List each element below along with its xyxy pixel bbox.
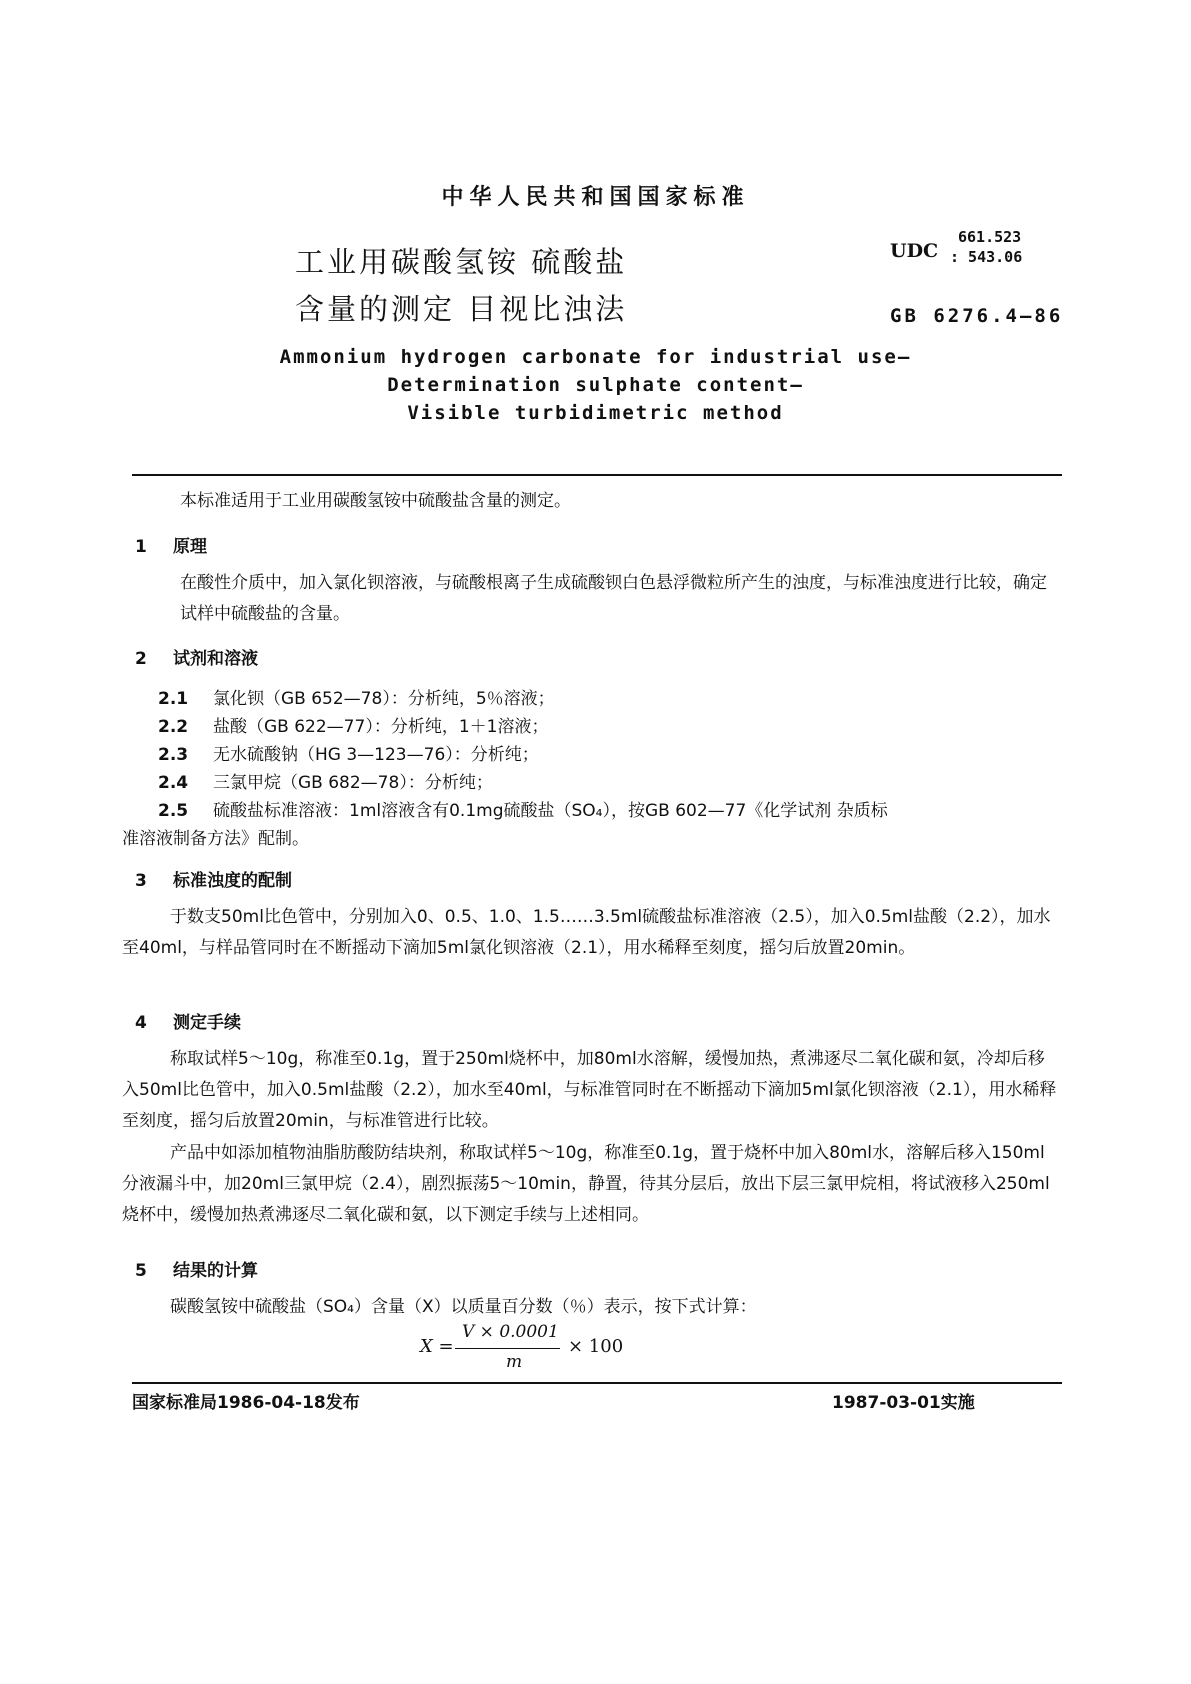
reagent-item: 2.1 氯化钡（GB 652—78）：分析纯，5％溶液；: [158, 689, 555, 709]
formula-lhs: X =: [420, 1336, 454, 1357]
gb-code: GB 6276.4—86: [890, 305, 1064, 327]
udc-number-2: : 543.06: [950, 248, 1023, 266]
section-2-heading: [135, 644, 258, 669]
section-3-number: 3: [135, 871, 147, 891]
section-3-title: 标准浊度的配制: [173, 871, 292, 891]
section-1-heading: [135, 532, 207, 557]
header-divider: [132, 474, 1062, 476]
section-2-title: 试剂和溶液: [173, 649, 258, 669]
section-5-text: 碳酸氢铵中硫酸盐（SO₄）含量（X）以质量百分数（％）表示，按下式计算：: [170, 1297, 757, 1317]
section-1-text: 在酸性介质中，加入氯化钡溶液，与硫酸根离子生成硫酸钡白色悬浮微粒所产生的浊度，与标准浊度进行比较，确定试样中硫酸盐的含量。: [180, 573, 1047, 624]
section-4-number: 4: [135, 1013, 147, 1033]
udc-number-1: 661.523: [958, 228, 1022, 246]
formula-denominator: m: [506, 1352, 523, 1372]
document-title-line2: 含量的测定 目视比浊法: [295, 292, 628, 326]
formula-rhs: × 100: [568, 1336, 624, 1357]
section-5-heading: [135, 1256, 258, 1281]
english-title-line1: Ammonium hydrogen carbonate for industrial use—: [279, 346, 912, 368]
section-5-number: 5: [135, 1261, 147, 1281]
section-3-text: 于数支50ml比色管中，分别加入0、0.5、1.0、1.5……3.5ml硫酸盐标准溶液（2.5），加入0.5ml盐酸（2.2），加水至40ml，与样品管同时在不断摇动下滴加5ml氯化钡溶液（2.1），用水稀释至刻度，摇匀后放置20min。: [122, 907, 1051, 958]
udc-label: UDC: [890, 240, 939, 262]
section-1-number: 1: [135, 537, 147, 557]
reagent-item-continuation: 准溶液制备方法》配制。: [122, 829, 309, 849]
formula-fraction-bar: [455, 1348, 560, 1349]
national-standard-title: 中华人民共和国国家标准: [441, 185, 750, 210]
section-4-heading: [135, 1008, 241, 1033]
reagent-item: 2.4 三氯甲烷（GB 682—78）：分析纯；: [158, 773, 493, 793]
section-4-title: 测定手续: [173, 1013, 241, 1033]
reagent-item: 2.3 无水硫酸钠（HG 3—123—76）：分析纯；: [158, 745, 539, 765]
document-title-line1: 工业用碳酸氢铵 硫酸盐: [295, 245, 628, 279]
section-5-title: 结果的计算: [173, 1261, 258, 1281]
formula-numerator: V × 0.0001: [462, 1322, 559, 1342]
section-4-text-2: 产品中如添加植物油脂肪酸防结块剂，称取试样5～10g，称准至0.1g，置于烧杯中加入80ml水，溶解后移入150ml分液漏斗中，加20ml三氯甲烷（2.4），剧烈振荡5～10min，静置，待其分层后，放出下层三氯甲烷相，将试液移入250ml烧杯中，缓慢加热煮沸逐尽二氧化碳和氨，以下测定手续与上述相同。: [122, 1143, 1050, 1225]
english-title-line2: Determination sulphate content—: [387, 374, 804, 396]
section-2-number: 2: [135, 649, 147, 669]
english-title-line3: Visible turbidimetric method: [407, 402, 784, 424]
intro-paragraph: 本标准适用于工业用碳酸氢铵中硫酸盐含量的测定。: [180, 491, 571, 511]
footer-divider: [132, 1382, 1062, 1384]
section-4-text-1: 称取试样5～10g，称准至0.1g，置于250ml烧杯中，加80ml水溶解，缓慢加热，煮沸逐尽二氧化碳和氨，冷却后移入50ml比色管中，加入0.5ml盐酸（2.2），加水至40ml，与标准管同时在不断摇动下滴加5ml氯化钡溶液（2.1），用水稀释至刻度，摇匀后放置20min，与标准管进行比较。: [122, 1049, 1057, 1131]
reagent-item: 2.2 盐酸（GB 622—77）：分析纯，1＋1溶液；: [158, 717, 549, 737]
issue-date: 国家标准局1986-04-18发布: [132, 1393, 360, 1413]
section-3-heading: [135, 866, 292, 891]
section-1-title: 原理: [173, 537, 207, 557]
effective-date: 1987-03-01实施: [832, 1393, 975, 1413]
reagent-item: 2.5 硫酸盐标准溶液：1ml溶液含有0.1mg硫酸盐（SO₄），按GB 602—77《化学试剂 杂质标: [158, 801, 888, 821]
